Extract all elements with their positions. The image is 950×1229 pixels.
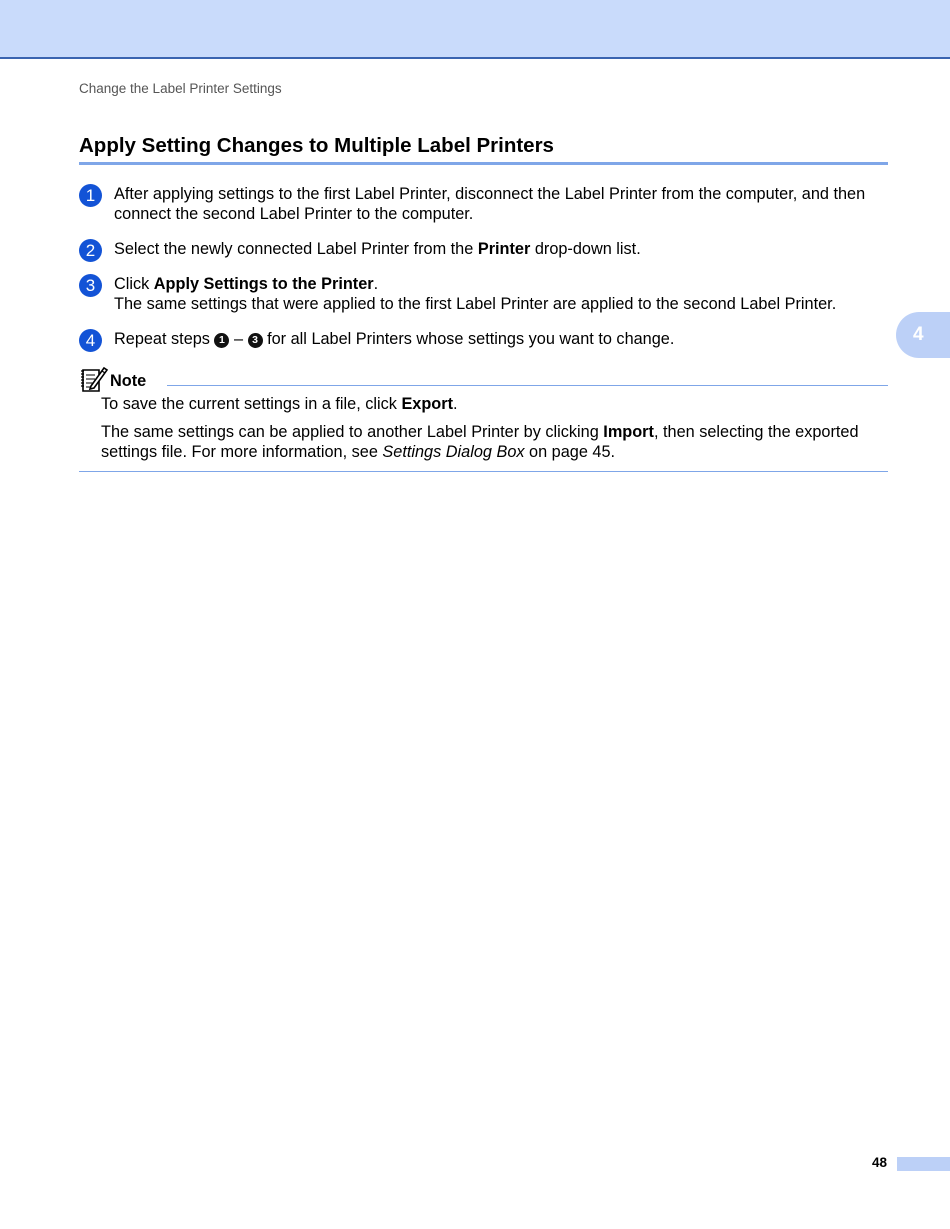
- step-ref-1: 1: [214, 333, 229, 348]
- step-4-dash: –: [229, 330, 248, 348]
- step-3: [79, 274, 891, 314]
- note-body: [101, 394, 891, 462]
- step-4: [79, 329, 891, 349]
- step-3-result-text: The same settings that were applied to the first Label Printer are applied to the second Label Printer.: [114, 295, 837, 313]
- step-3-text-pre: Click: [114, 275, 154, 293]
- page-number: 48: [872, 1155, 888, 1170]
- note-p1-text: To save the current settings in a file, click: [101, 395, 402, 413]
- note-p2-mid: , then selecting the exported settings file. For more information, see: [101, 423, 859, 461]
- note-paragraph-2: [101, 422, 891, 462]
- step-2-text-pre: Select the newly connected Label Printer from the: [114, 240, 478, 258]
- import-label: Import: [603, 423, 654, 441]
- note-paragraph-1: [101, 394, 891, 414]
- note-label: Note: [110, 372, 147, 390]
- step-number-3: 3: [79, 274, 102, 297]
- note-p1-end: .: [453, 395, 458, 413]
- step-3-text-post: .: [373, 275, 379, 293]
- section-title: Apply Setting Changes to Multiple Label Printers: [79, 134, 888, 165]
- page-number-bar: [897, 1157, 950, 1171]
- note-p2-text: The same settings can be applied to another Label Printer by clicking: [101, 423, 604, 441]
- settings-dialog-box-reference: Settings Dialog Box: [382, 443, 525, 461]
- step-2-text-post: drop-down list.: [530, 240, 641, 258]
- chapter-tab: 4: [896, 312, 950, 358]
- step-number-1: 1: [79, 184, 102, 207]
- step-2: [79, 239, 891, 259]
- breadcrumb: Change the Label Printer Settings: [79, 81, 282, 96]
- note-header: [79, 364, 888, 394]
- step-ref-3: 3: [248, 333, 263, 348]
- steps-list: [79, 184, 891, 349]
- note-bottom-rule: [79, 471, 888, 472]
- step-number-4: 4: [79, 329, 102, 352]
- note-pencil-icon: [79, 364, 109, 394]
- export-label: Export: [401, 395, 454, 413]
- note-header-rule: [167, 385, 888, 386]
- step-4-text-post: for all Label Printers whose settings you want to change.: [262, 330, 675, 348]
- step-1: [79, 184, 891, 224]
- step-4-text-pre: Repeat steps: [114, 330, 215, 348]
- step-2-text-bold: Printer: [477, 240, 531, 258]
- step-3-text-bold: Apply Settings to the Printer: [153, 275, 374, 293]
- note-p2-end: on page 45.: [524, 443, 616, 461]
- header-band: [0, 0, 950, 59]
- step-1-text: After applying settings to the first Label Printer, disconnect the Label Printer from the computer, and then connect the second Label Printer to the computer.: [114, 185, 866, 223]
- step-number-2: 2: [79, 239, 102, 262]
